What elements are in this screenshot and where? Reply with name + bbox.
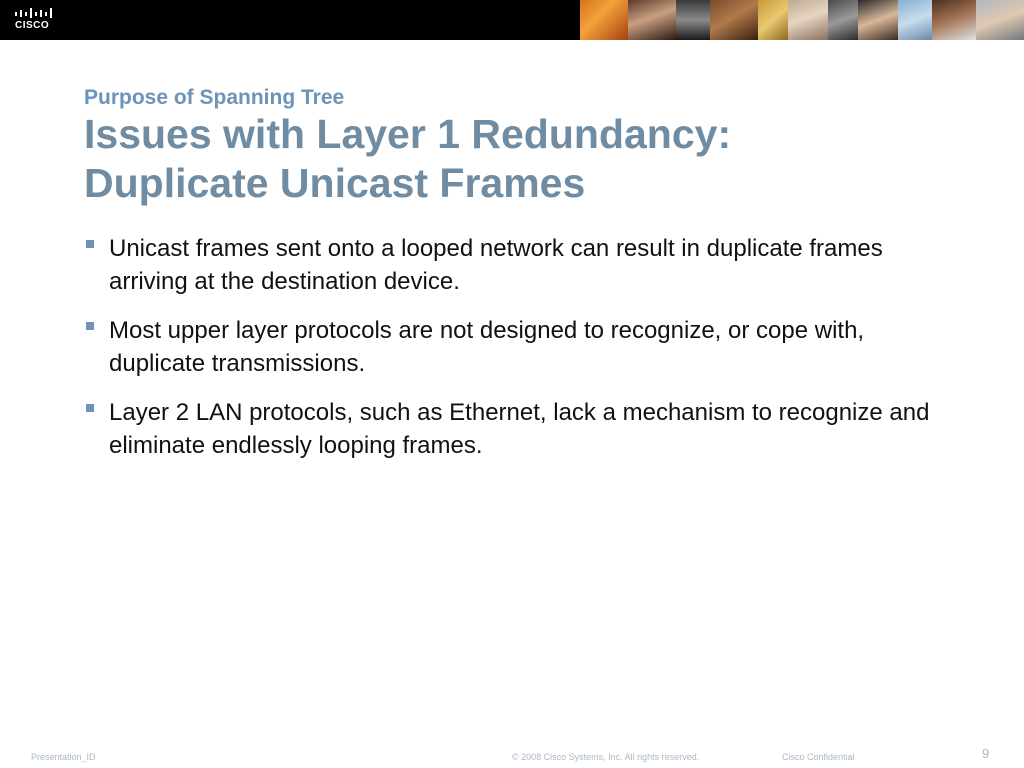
bullet-text: Most upper layer protocols are not designed to recognize, or cope with, duplicate transmissions.	[109, 317, 865, 377]
slide-subtitle: Purpose of Spanning Tree	[84, 86, 345, 109]
bullet-list	[84, 232, 954, 478]
header-banner	[0, 0, 1024, 40]
photo-tile	[858, 0, 898, 40]
footer-copyright: © 2008 Cisco Systems, Inc. All rights reserved.	[512, 752, 700, 762]
title-line-1: Issues with Layer 1 Redundancy:	[84, 111, 732, 157]
cisco-logo-text: CISCO	[15, 20, 50, 31]
photo-tile	[828, 0, 858, 40]
bullet-text: Unicast frames sent onto a looped network can result in duplicate frames arriving at the destination device.	[109, 235, 883, 295]
footer-presentation-id: Presentation_ID	[31, 752, 96, 762]
photo-tile	[976, 0, 1024, 40]
bullet-item	[84, 396, 954, 462]
square-bullet-icon	[86, 404, 94, 412]
title-line-2: Duplicate Unicast Frames	[84, 160, 586, 206]
slide-title	[84, 110, 984, 208]
square-bullet-icon	[86, 240, 94, 248]
photo-tile	[676, 0, 710, 40]
bullet-text: Layer 2 LAN protocols, such as Ethernet, lack a mechanism to recognize and eliminate endlessly looping frames.	[109, 399, 930, 459]
square-bullet-icon	[86, 322, 94, 330]
cisco-bridge-logo-icon	[14, 8, 56, 18]
photo-tile	[710, 0, 758, 40]
cisco-logo	[13, 8, 57, 32]
bullet-item	[84, 232, 954, 298]
bullet-item	[84, 314, 954, 380]
photo-tile	[628, 0, 676, 40]
photo-tile	[898, 0, 932, 40]
photo-tile	[788, 0, 828, 40]
footer-confidential: Cisco Confidential	[782, 752, 855, 762]
photo-tile	[758, 0, 788, 40]
people-photo-strip	[580, 0, 1024, 40]
photo-tile	[932, 0, 976, 40]
photo-tile	[580, 0, 628, 40]
page-number: 9	[982, 746, 990, 761]
